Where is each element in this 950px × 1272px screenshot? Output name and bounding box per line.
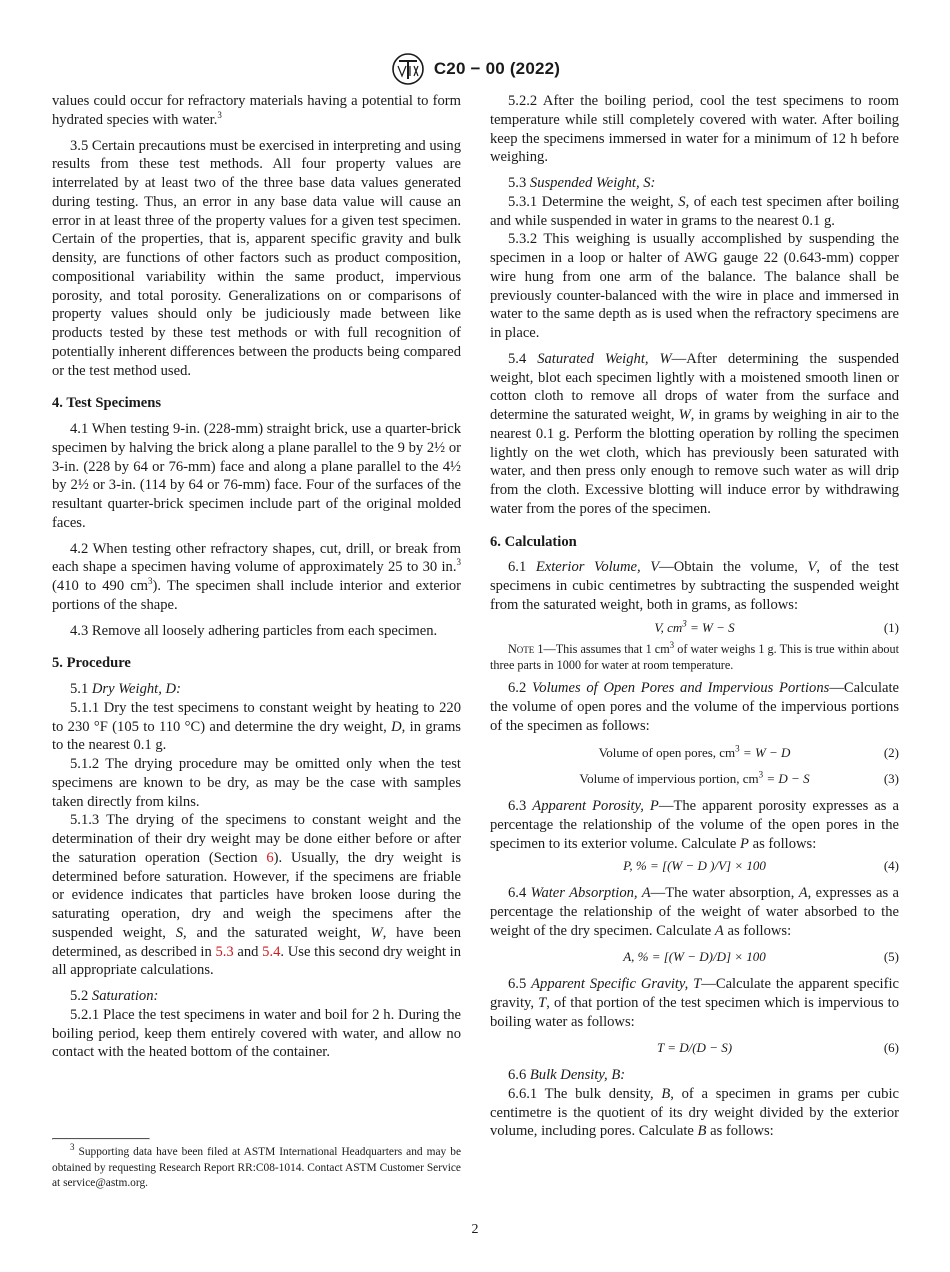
paragraph-6-5: 6.5 Apparent Specific Gravity, T—Calculate the apparent specific gravity, T, of that portion of the test specimen which is impervious to boiling water as follows: bbox=[490, 976, 900, 1030]
footnote-divider bbox=[52, 1138, 150, 1140]
document-designation: C20 − 00 (2022) bbox=[433, 59, 561, 78]
equation-3: Volume of impervious portion, $cm^3 = D - S$ (3) bbox=[579, 769, 899, 787]
paragraph-5-1-3: 5.1.3 The drying of the specimens to constant weight and the determination of their dry weight may be done either before or after the saturation operation (Section 6). Usually, the dry weight is determined before saturation. However, if the specimens are friable or evidence indicates that particles have broken loose during the saturating operation, dry and weigh the specimens after the suspended weight, S, and the saturated weight, W, have been determined, as described in 5.3 and 5.4. Use this second dry weight in all appropriate calculations. bbox=[52, 812, 462, 979]
paragraph-6-6-1: 6.6.1 The bulk density, B, of a specimen in grams per cubic centimetre is the quotient of its dry weight divided by the exterior volume, including pores. Calculate B as follows: bbox=[490, 1085, 899, 1140]
paragraph-4-1: 4.1 When testing 9-in. (228-mm) straight brick, use a quarter-brick specimen by halving the brick along a plane parallel to the 9 by 2½ or 3-in. (228 by 64 or 76-mm) face and along a plane parallel to the 4½ by 2½ or 3-in. (114 by 64 or 76-mm) face. Four of the surfaces of the resultant quarter-brick specimen include part of the original molded faces. bbox=[52, 421, 461, 531]
section-5-3-link[interactable]: 5.3 bbox=[215, 943, 234, 960]
paragraph-5-2-2: 5.2.2 After the boiling period, cool the test specimens to room temperature while still completely covered with water. After boiling keep the specimens immersed in water for a minimum of 12 h before weighing. bbox=[490, 93, 899, 166]
page-header bbox=[0, 52, 950, 86]
paragraph-4-3: 4.3 Remove all loosely adhering particles from each specimen. bbox=[70, 622, 438, 639]
paragraph-3-5: 3.5 Certain precautions must be exercised in interpreting and using results from these test methods. All four property values are interrelated by at least two of the three base data values generated during testing. Thus, an error in any base data value will cause an error in at least three of the property values for a given test specimen. Certain of the properties, that is, apparent specific gravity and bulk density, are functions of other factors such as product composition, compositional variability within the same product, impervious porosity, and total porosity. Generalizations on or comparisons of property values should only be judiciously made between like products tested by these test methods or with full recognition of potentially inherent differences between the products being compared or the test method used. bbox=[52, 137, 461, 379]
paragraph-5-4: 5.4 Saturated Weight, W—After determining the suspended weight, blot each specimen lightly with a moistened smooth linen or cotton cloth to remove all drops of water from the surface and determine the saturated weight, W, in grams by weighing in air to the nearest 0.1 g. Perform the blotting operation by rolling the specimen lightly on the wet cloth, which has previously been saturated with water, and then press only enough to remove such water as will drip from the cloth. Excessive blotting will induce error by withdrawing water from the pores of the specimen. bbox=[490, 350, 900, 517]
paragraph-5-2-1: 5.2.1 Place the test specimens in water and boil for 2 h. During the boiling period, keep them entirely covered with water, and allow no contact with the heated bottom of the container. bbox=[52, 1006, 461, 1061]
equation-6: T = D/(D − S) (6) bbox=[656, 1040, 899, 1056]
section-heading-5: 5. Procedure bbox=[52, 655, 131, 672]
paragraph-6-2: 6.2 Volumes of Open Pores and Impervious Portions—Calculate the volume of open pores and the volume of the impervious portions of the specimen as follows: bbox=[490, 680, 900, 734]
section-heading-4: 4. Test Specimens bbox=[52, 395, 162, 412]
paragraph-5-3-1: 5.3.1 Determine the weight, S, of each test specimen after boiling and while suspended in water in grams to the nearest 0.1 g. bbox=[490, 193, 899, 229]
paragraph-6-1: 6.1 Exterior Volume, V—Obtain the volume, V, of the test specimens in cubic centimetres by subtracting the suspended weight from the saturated weight, both in grams, as follows: bbox=[490, 559, 899, 613]
paragraph-6-6: 6.6 Bulk Density, B: bbox=[508, 1067, 626, 1083]
paragraph-continued: values could occur for refractory materials having a potential to form hydrated species with water.$^3$ bbox=[52, 93, 461, 128]
paragraph-5-1-2: 5.1.2 The drying procedure may be omitted only when the test specimens are known to be dry, as may be the case with samples taken directly from kilns. bbox=[52, 756, 461, 810]
footnote-ref[interactable]: 3 bbox=[217, 109, 222, 120]
astm-logo-icon bbox=[390, 52, 426, 86]
equation-2: Volume of open pores, $cm^3 = W - D$ (2) bbox=[598, 743, 899, 760]
left-column bbox=[52, 92, 461, 1069]
section-5-4-link[interactable]: 5.4 bbox=[262, 943, 281, 960]
paragraph-5-3: 5.3 Suspended Weight, S: bbox=[508, 175, 656, 191]
note-1: Note 1—This assumes that 1 $cm^3$ of water weighs 1 g. This is true within about three parts in 1000 for water at room temperature. bbox=[490, 640, 899, 673]
right-column bbox=[490, 92, 899, 1141]
paragraph-5-3-2: 5.3.2 This weighing is usually accomplished by suspending the specimen in a loop or halter of AWG gauge 22 (0.643-mm) copper wire hung from one arm of the balance. The balance shall be previously counter-balanced with the wire in place and immersed in water to the same depth as is used when the refractory specimens are in place. bbox=[490, 231, 899, 341]
page-number: 2 bbox=[471, 1222, 479, 1237]
equation-5: A, % = [(W − D)/D] × 100 (5) bbox=[623, 949, 899, 965]
paragraph-6-3: 6.3 Apparent Porosity, P—The apparent porosity expresses as a percentage the relationship of the volume of the open pores in the specimen to its exterior volume. Calculate P as follows: bbox=[490, 798, 900, 852]
equation-4: P, % = [(W − D )/V] × 100 (4) bbox=[623, 858, 899, 874]
equation-1: V, $cm^3 = W - S$ (1) bbox=[654, 618, 899, 635]
section-heading-6: 6. Calculation bbox=[490, 533, 577, 550]
paragraph-5-2: 5.2 Saturation: bbox=[70, 988, 159, 1004]
paragraph-4-2: 4.2 When testing other refractory shapes, cut, drill, or break from each shape a specimen having volume of approximately 25 to 30 in.$^3$ (410 to 490 $cm^3$). The specimen shall include interior and exterior portions of the shape. bbox=[52, 540, 461, 613]
footnote: $^3$ Supporting data have been filed at ASTM International Headquarters and may be obtained by requesting Research Report RR:C08-1014. Contact ASTM Customer Service at service@astm.org. bbox=[52, 1142, 461, 1189]
paragraph-6-4: 6.4 Water Absorption, A—The water absorption, A, expresses as a percentage the relationship of the weight of water absorbed to the weight of the dry specimen. Calculate A as follows: bbox=[490, 885, 899, 939]
paragraph-5-1: 5.1 Dry Weight, D: bbox=[70, 681, 181, 697]
section-6-link[interactable]: 6 bbox=[266, 849, 274, 866]
paragraph-5-1-1: 5.1.1 Dry the test specimens to constant weight by heating to 220 to 230 °F (105 to 110 °C) and determine the dry weight, D, in grams to the nearest 0.1 g. bbox=[52, 699, 461, 754]
